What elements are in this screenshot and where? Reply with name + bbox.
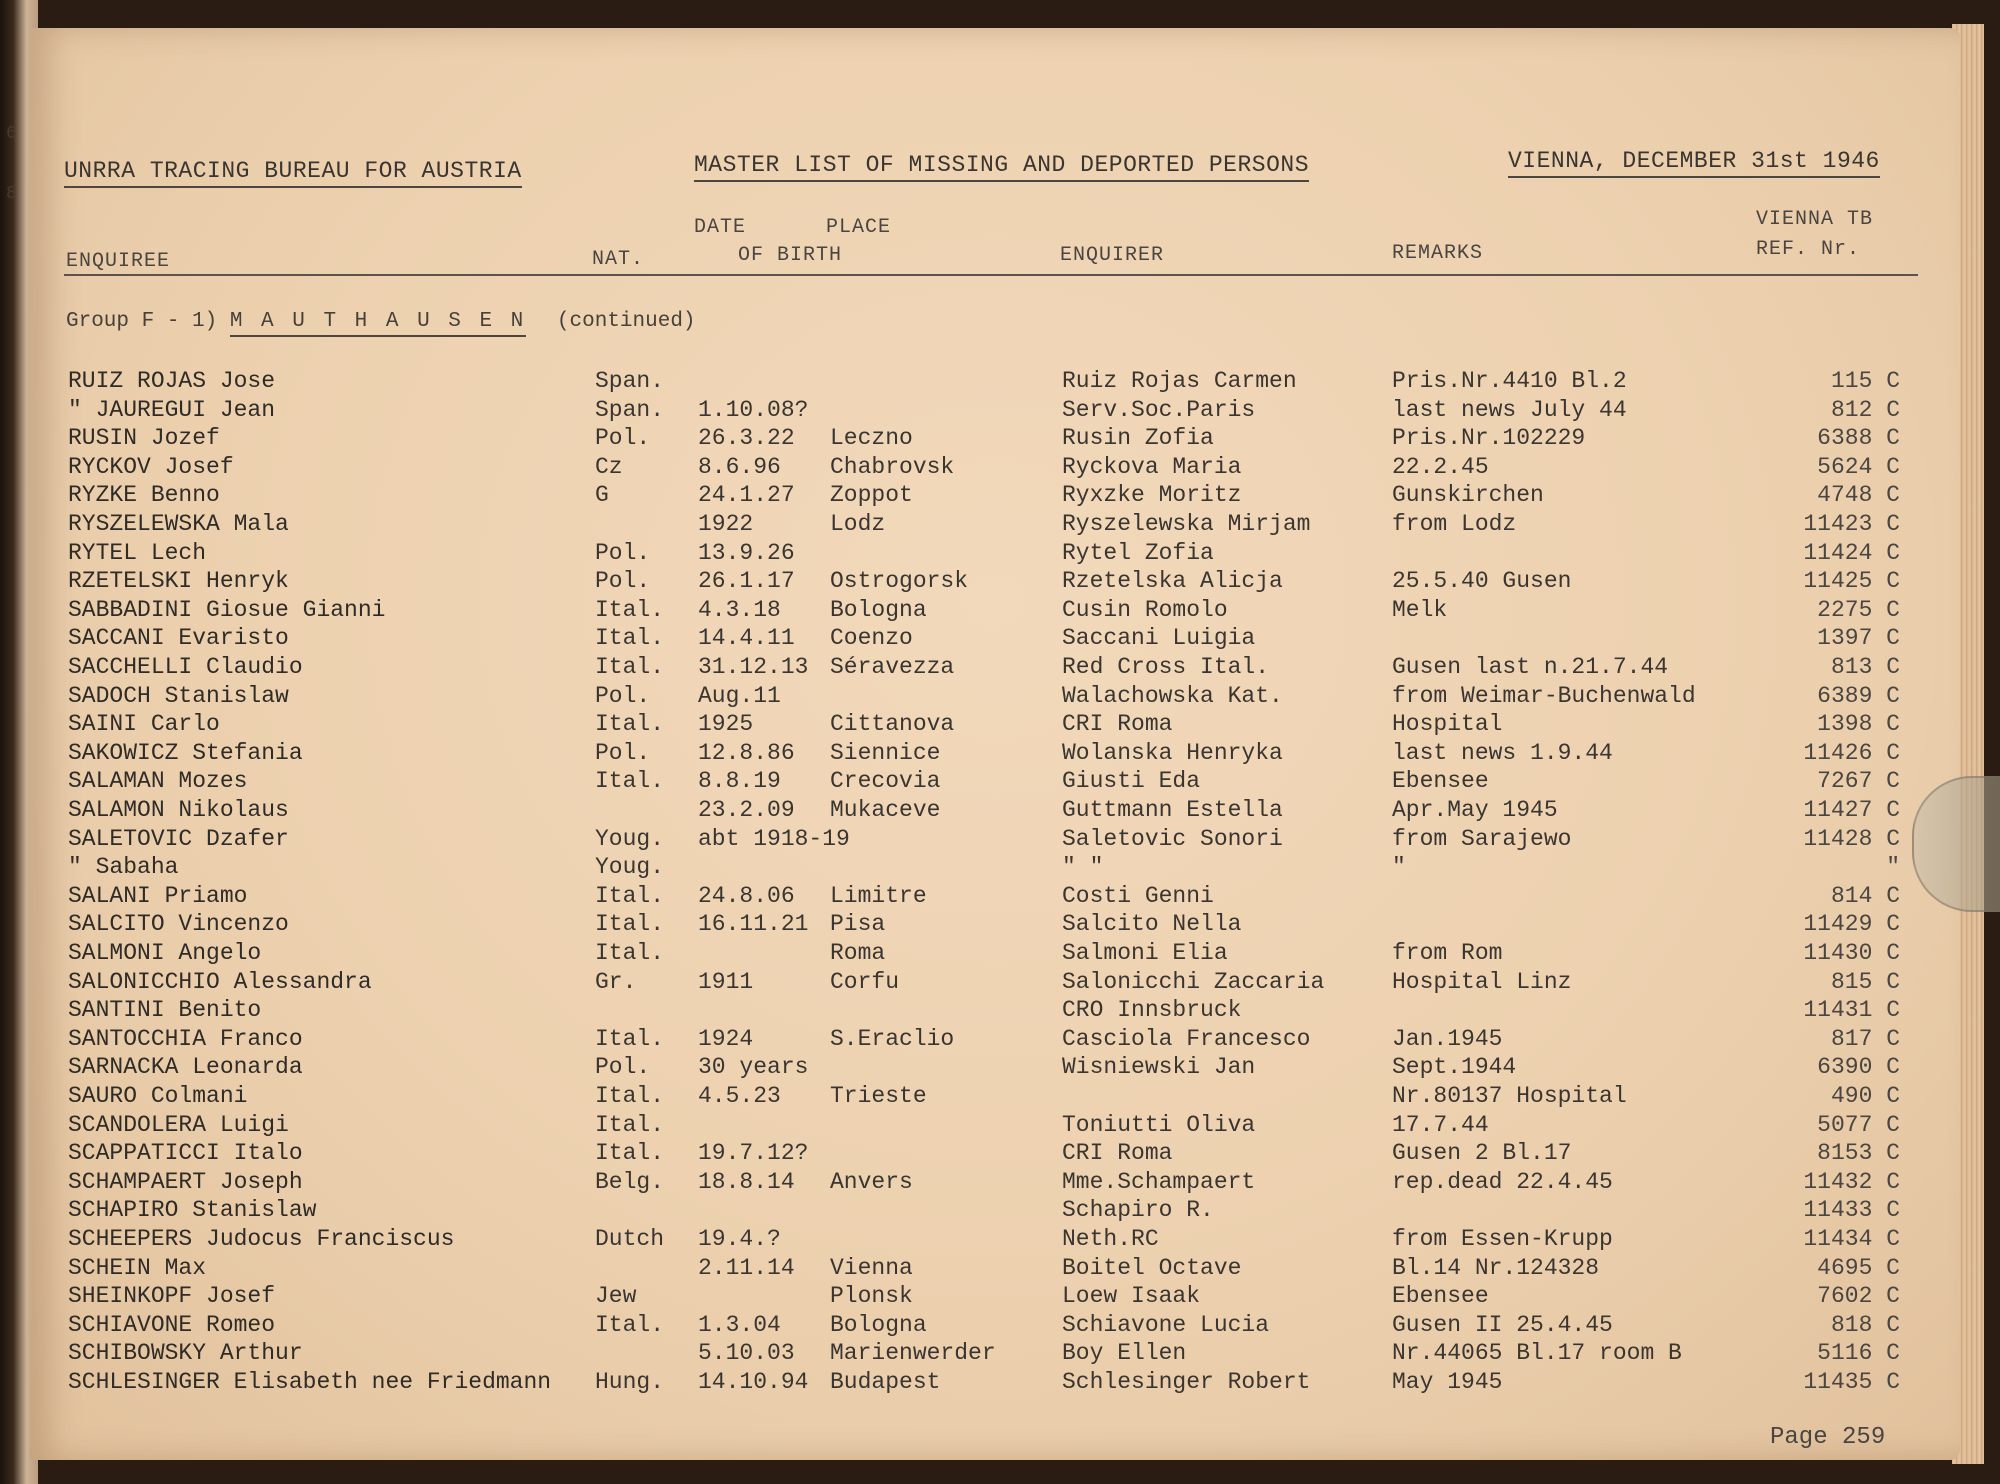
- table-row: [30, 425, 1960, 453]
- table-row: [30, 1312, 1960, 1340]
- ref-number: 11435 C: [1803, 1369, 1900, 1395]
- birth-place: Anvers: [830, 1168, 913, 1195]
- birth-date: 4.3.18: [698, 596, 781, 623]
- remarks: Pris.Nr.102229: [1392, 425, 1586, 452]
- enquirer-name: Neth.RC: [1062, 1226, 1159, 1252]
- birth-date: 8.6.96: [698, 453, 781, 480]
- table-row: [30, 1054, 1960, 1082]
- birth-place: Siennice: [830, 739, 941, 766]
- enquiree-name: SALAMON Nikolaus: [68, 797, 289, 823]
- table-row: [30, 482, 1960, 510]
- table-row: [30, 911, 1960, 939]
- remarks: from Rom: [1392, 940, 1503, 966]
- ref-number: 11430 C: [1803, 940, 1900, 966]
- group-camp: M A U T H A U S E N: [230, 310, 526, 337]
- birth-place: Pisa: [830, 911, 886, 938]
- birth-place: Bologna: [830, 596, 927, 623]
- birth-date: 24.1.27: [698, 482, 795, 509]
- remarks: Bl.14 Nr.124328: [1392, 1254, 1600, 1281]
- remarks: from Essen-Krupp: [1392, 1226, 1613, 1252]
- remarks: Hospital: [1392, 711, 1503, 738]
- ref-number: 8153 C: [1817, 1140, 1900, 1167]
- table-row: [30, 540, 1960, 568]
- ref-number: 4748 C: [1817, 482, 1900, 509]
- birth-place: Roma: [830, 940, 886, 966]
- enquiree-name: SARNACKA Leonarda: [68, 1054, 303, 1081]
- nationality: Hung.: [595, 1369, 665, 1395]
- table-row: [30, 683, 1960, 711]
- ref-number: 5624 C: [1817, 453, 1900, 480]
- remarks: Gusen 2 Bl.17: [1392, 1140, 1572, 1167]
- enquirer-name: Schlesinger Robert: [1062, 1369, 1311, 1395]
- birth-place: Limitre: [830, 882, 927, 909]
- col-ref-top: VIENNA TB: [1756, 208, 1874, 231]
- table-row: [30, 654, 1960, 682]
- enquirer-name: Boitel Octave: [1062, 1254, 1242, 1281]
- enquiree-name: SCHLESINGER Elisabeth nee Friedmann: [68, 1369, 552, 1395]
- remarks: Apr.May 1945: [1392, 797, 1558, 823]
- enquiree-name: SACCHELLI Claudio: [68, 654, 303, 680]
- birth-date: 5.10.03: [698, 1340, 795, 1367]
- enquiree-name: SCHEIN Max: [68, 1254, 207, 1281]
- table-row: [30, 883, 1960, 911]
- birth-date: Aug.11: [698, 682, 781, 709]
- ref-number: 11425 C: [1803, 568, 1900, 595]
- enquiree-name: RZETELSKI Henryk: [68, 568, 289, 595]
- enquiree-name: SCHAMPAERT Joseph: [68, 1168, 303, 1195]
- nationality: Pol.: [595, 568, 651, 595]
- nationality: Pol.: [595, 682, 651, 709]
- birth-place: Chabrovsk: [830, 453, 955, 480]
- enquirer-name: Schiavone Lucia: [1062, 1311, 1270, 1338]
- binding-mark: 6: [6, 124, 17, 144]
- enquiree-name: SANTINI Benito: [68, 997, 262, 1024]
- list-title: MASTER LIST OF MISSING AND DEPORTED PERSONS: [694, 152, 1309, 182]
- enquiree-name: SHEINKOPF Josef: [68, 1283, 276, 1310]
- group-label: Group F - 1): [66, 310, 218, 333]
- enquirer-name: Rzetelska Alicja: [1062, 568, 1283, 595]
- enquirer-name: Red Cross Ital.: [1062, 654, 1270, 680]
- table-row: [30, 1112, 1960, 1140]
- enquirer-name: Costi Genni: [1062, 882, 1214, 909]
- ref-number: 5077 C: [1817, 1111, 1900, 1138]
- enquirer-name: Salmoni Elia: [1062, 940, 1228, 966]
- ref-number: 11423 C: [1803, 511, 1900, 537]
- table-row: [30, 397, 1960, 425]
- birth-date: 24.8.06: [698, 882, 795, 909]
- nationality: Ital.: [595, 596, 665, 623]
- bureau-title: UNRRA TRACING BUREAU FOR AUSTRIA: [64, 158, 522, 188]
- ref-number: 11426 C: [1803, 739, 1900, 766]
- remarks: 22.2.45: [1392, 453, 1489, 480]
- birth-date: 13.9.26: [698, 539, 795, 566]
- birth-date: 1911: [698, 968, 754, 995]
- group-heading: [66, 310, 696, 333]
- enquiree-name: RYTEL Lech: [68, 539, 207, 566]
- table-row: [30, 368, 1960, 396]
- enquirer-name: Rytel Zofia: [1062, 539, 1214, 566]
- table-row: [30, 568, 1960, 596]
- birth-date: 1.3.04: [698, 1311, 781, 1338]
- birth-place: Mukaceve: [830, 797, 941, 823]
- birth-date: 26.3.22: [698, 425, 795, 452]
- enquiree-name: SCHAPIRO Stanislaw: [68, 1197, 317, 1224]
- enquirer-name: Wolanska Henryka: [1062, 739, 1283, 766]
- ref-number: 11427 C: [1803, 797, 1900, 823]
- enquiree-name: SABBADINI Giosue Gianni: [68, 596, 386, 623]
- enquiree-name: SALETOVIC Dzafer: [68, 825, 289, 852]
- enquirer-name: Ruiz Rojas Carmen: [1062, 368, 1297, 394]
- enquirer-name: CRO Innsbruck: [1062, 997, 1242, 1024]
- nationality: Ital.: [595, 1111, 665, 1138]
- enquiree-name: SCANDOLERA Luigi: [68, 1111, 289, 1138]
- page-number: Page 259: [1770, 1424, 1886, 1451]
- enquirer-name: Rusin Zofia: [1062, 425, 1214, 452]
- birth-place: Lodz: [830, 511, 886, 537]
- table-row: [30, 854, 1960, 882]
- enquiree-name: SCHIAVONE Romeo: [68, 1311, 276, 1338]
- enquirer-name: Toniutti Oliva: [1062, 1111, 1256, 1138]
- remarks: Gusen II 25.4.45: [1392, 1311, 1613, 1338]
- ref-number: 814 C: [1830, 882, 1900, 909]
- nationality: Ital.: [595, 940, 665, 966]
- table-row: [30, 740, 1960, 768]
- ref-number: 817 C: [1830, 1025, 1900, 1052]
- nationality: Ital.: [595, 911, 665, 938]
- table-row: [30, 1197, 1960, 1225]
- remarks: Jan.1945: [1392, 1025, 1503, 1052]
- ledger-page: [30, 28, 1960, 1460]
- ref-number: 4695 C: [1817, 1254, 1900, 1281]
- ref-number: 1397 C: [1817, 625, 1900, 652]
- enquirer-name: Salcito Nella: [1062, 911, 1242, 938]
- birth-date: 14.4.11: [698, 625, 795, 652]
- enquiree-name: SAKOWICZ Stefania: [68, 739, 303, 766]
- col-place-top: PLACE: [826, 216, 892, 239]
- nationality: Pol.: [595, 425, 651, 452]
- table-row: [30, 1340, 1960, 1368]
- remarks: Nr.80137 Hospital: [1392, 1083, 1627, 1109]
- ref-number: 6390 C: [1817, 1054, 1900, 1081]
- table-row: [30, 826, 1960, 854]
- birth-date: 2.11.14: [698, 1254, 795, 1281]
- enquiree-name: SALMONI Angelo: [68, 940, 262, 966]
- table-row: [30, 454, 1960, 482]
- enquirer-name: Saletovic Sonori: [1062, 825, 1283, 852]
- col-enquiree: ENQUIREE: [66, 250, 171, 273]
- table-row: [30, 1226, 1960, 1254]
- birth-place: Séravezza: [830, 654, 955, 680]
- nationality: Ital.: [595, 654, 665, 680]
- remarks: Gusen last n.21.7.44: [1392, 654, 1669, 680]
- remarks: Sept.1944: [1392, 1054, 1517, 1081]
- ref-number: 7602 C: [1817, 1283, 1900, 1310]
- birth-date: 19.7.12?: [698, 1140, 809, 1167]
- enquirer-name: " ": [1062, 854, 1104, 881]
- birth-date: 1922: [698, 511, 754, 537]
- remarks: Ebensee: [1392, 1283, 1489, 1310]
- birth-place: Crecovia: [830, 768, 941, 795]
- enquiree-name: SACCANI Evaristo: [68, 625, 289, 652]
- table-row: [30, 711, 1960, 739]
- enquirer-name: Saccani Luigia: [1062, 625, 1256, 652]
- list-date: VIENNA, DECEMBER 31st 1946: [1508, 148, 1880, 178]
- table-row: [30, 969, 1960, 997]
- enquirer-name: Walachowska Kat.: [1062, 682, 1283, 709]
- birth-place: S.Eraclio: [830, 1025, 955, 1052]
- birth-date: 23.2.09: [698, 797, 795, 823]
- table-row: [30, 511, 1960, 539]
- nationality: Ital.: [595, 1083, 665, 1109]
- enquiree-name: SALAMAN Mozes: [68, 768, 248, 795]
- enquiree-name: RYZKE Benno: [68, 482, 220, 509]
- nationality: Ital.: [595, 768, 665, 795]
- table-row: [30, 1169, 1960, 1197]
- birth-date: 12.8.86: [698, 739, 795, 766]
- group-note: (continued): [556, 310, 696, 333]
- enquirer-name: Salonicchi Zaccaria: [1062, 968, 1325, 995]
- ref-number: 11424 C: [1803, 539, 1900, 566]
- col-enquirer: ENQUIRER: [1060, 244, 1165, 267]
- nationality: Ital.: [595, 1311, 665, 1338]
- nationality: Cz: [595, 453, 623, 480]
- nationality: Youg.: [595, 854, 665, 881]
- birth-place: Corfu: [830, 968, 900, 995]
- birth-date: 1.10.08?: [698, 396, 809, 423]
- enquiree-name: RUSIN Jozef: [68, 425, 220, 452]
- ref-number: 11434 C: [1803, 1226, 1900, 1252]
- remarks: ": [1392, 854, 1406, 881]
- enquirer-name: CRI Roma: [1062, 1140, 1173, 1167]
- enquiree-name: " Sabaha: [68, 854, 179, 881]
- birth-date: 19.4.?: [698, 1226, 781, 1252]
- enquirer-name: Ryxzke Moritz: [1062, 482, 1242, 509]
- ref-number: 1398 C: [1817, 711, 1900, 738]
- nationality: Ital.: [595, 1025, 665, 1052]
- enquiree-name: SAURO Colmani: [68, 1083, 248, 1109]
- birth-place: Plonsk: [830, 1283, 913, 1310]
- enquirer-name: Mme.Schampaert: [1062, 1168, 1256, 1195]
- remarks: Hospital Linz: [1392, 968, 1572, 995]
- nationality: Pol.: [595, 739, 651, 766]
- birth-place: Cittanova: [830, 711, 955, 738]
- binding-mark: 8: [6, 184, 17, 204]
- birth-date: 1924: [698, 1025, 754, 1052]
- birth-date: 1925: [698, 711, 754, 738]
- col-nat: NAT.: [592, 248, 645, 271]
- table-row: [30, 1369, 1960, 1397]
- ref-number: 818 C: [1830, 1311, 1900, 1338]
- enquiree-name: SCAPPATICCI Italo: [68, 1140, 303, 1167]
- table-row: [30, 625, 1960, 653]
- enquirer-name: Schapiro R.: [1062, 1197, 1214, 1224]
- enquiree-name: SAINI Carlo: [68, 711, 220, 738]
- nationality: Youg.: [595, 825, 665, 852]
- ref-number: ": [1886, 854, 1900, 881]
- table-row: [30, 1255, 1960, 1283]
- birth-date: 14.10.94: [698, 1369, 809, 1395]
- nationality: Dutch: [595, 1226, 665, 1252]
- remarks: Gunskirchen: [1392, 482, 1544, 509]
- ref-number: 812 C: [1830, 396, 1900, 423]
- ref-number: 813 C: [1830, 654, 1900, 680]
- remarks: from Lodz: [1392, 511, 1517, 537]
- nationality: Span.: [595, 396, 665, 423]
- ref-number: 115 C: [1830, 368, 1900, 394]
- enquirer-name: Loew Isaak: [1062, 1283, 1201, 1310]
- ref-number: 11428 C: [1803, 825, 1900, 852]
- remarks: last news July 44: [1392, 396, 1627, 423]
- table-row: [30, 768, 1960, 796]
- birth-date: 16.11.21: [698, 911, 809, 938]
- enquirer-name: Wisniewski Jan: [1062, 1054, 1256, 1081]
- ref-number: 2275 C: [1817, 596, 1900, 623]
- remarks: 17.7.44: [1392, 1111, 1489, 1138]
- remarks: Ebensee: [1392, 768, 1489, 795]
- remarks: May 1945: [1392, 1369, 1503, 1395]
- enquiree-name: SCHEEPERS Judocus Franciscus: [68, 1226, 455, 1252]
- enquiree-name: SALANI Priamo: [68, 882, 248, 909]
- nationality: Ital.: [595, 1140, 665, 1167]
- table-row: [30, 940, 1960, 968]
- table-row: [30, 1283, 1960, 1311]
- ref-number: 6388 C: [1817, 425, 1900, 452]
- birth-date: 26.1.17: [698, 568, 795, 595]
- table-row: [30, 597, 1960, 625]
- ref-number: 11429 C: [1803, 911, 1900, 938]
- enquirer-name: Serv.Soc.Paris: [1062, 396, 1256, 423]
- table-row: [30, 997, 1960, 1025]
- birth-date: abt 1918-19: [698, 825, 850, 852]
- birth-place: Leczno: [830, 425, 913, 452]
- remarks: Pris.Nr.4410 Bl.2: [1392, 368, 1627, 394]
- birth-date: 4.5.23: [698, 1083, 781, 1109]
- birth-place: Zoppot: [830, 482, 913, 509]
- birth-place: Trieste: [830, 1083, 927, 1109]
- nationality: Gr.: [595, 968, 637, 995]
- enquirer-name: Ryckova Maria: [1062, 453, 1242, 480]
- table-row: [30, 1140, 1960, 1168]
- table-row: [30, 797, 1960, 825]
- birth-place: Bologna: [830, 1311, 927, 1338]
- enquirer-name: Ryszelewska Mirjam: [1062, 511, 1311, 537]
- nationality: Ital.: [595, 882, 665, 909]
- nationality: Ital.: [595, 625, 665, 652]
- enquiree-name: " JAUREGUI Jean: [68, 396, 276, 423]
- table-row: [30, 1026, 1960, 1054]
- col-ref-bottom: REF. Nr.: [1756, 238, 1861, 261]
- remarks: Melk: [1392, 596, 1448, 623]
- birth-date: 18.8.14: [698, 1168, 795, 1195]
- birth-date: 8.8.19: [698, 768, 781, 795]
- nationality: Belg.: [595, 1168, 665, 1195]
- enquiree-name: RUIZ ROJAS Jose: [68, 368, 276, 394]
- remarks: Nr.44065 Bl.17 room B: [1392, 1340, 1682, 1367]
- ref-number: 815 C: [1830, 968, 1900, 995]
- birth-place: Marienwerder: [830, 1340, 996, 1367]
- birth-date: 30 years: [698, 1054, 809, 1081]
- ref-number: 11431 C: [1803, 997, 1900, 1024]
- enquirer-name: Guttmann Estella: [1062, 797, 1283, 823]
- birth-place: Budapest: [830, 1369, 941, 1395]
- enquirer-name: Casciola Francesco: [1062, 1025, 1311, 1052]
- enquiree-name: SALONICCHIO Alessandra: [68, 968, 372, 995]
- col-date-top: DATE: [694, 216, 747, 239]
- birth-date: 31.12.13: [698, 654, 809, 680]
- enquiree-name: RYSZELEWSKA Mala: [68, 511, 289, 537]
- nationality: G: [595, 482, 609, 509]
- ref-number: 6389 C: [1817, 682, 1900, 709]
- remarks: last news 1.9.44: [1392, 739, 1613, 766]
- birth-place: Vienna: [830, 1254, 913, 1281]
- col-of-birth: OF BIRTH: [738, 244, 843, 267]
- nationality: Jew: [595, 1283, 637, 1310]
- nationality: Pol.: [595, 539, 651, 566]
- nationality: Pol.: [595, 1054, 651, 1081]
- enquiree-name: SANTOCCHIA Franco: [68, 1025, 303, 1052]
- enquiree-name: SCHIBOWSKY Arthur: [68, 1340, 303, 1367]
- ref-number: 7267 C: [1817, 768, 1900, 795]
- enquiree-name: RYCKOV Josef: [68, 453, 234, 480]
- remarks: 25.5.40 Gusen: [1392, 568, 1572, 595]
- remarks: from Weimar-Buchenwald: [1392, 682, 1696, 709]
- ref-number: 11433 C: [1803, 1197, 1900, 1224]
- nationality: Span.: [595, 368, 665, 394]
- header-rule: [64, 274, 1918, 276]
- table-row: [30, 1083, 1960, 1111]
- ref-number: 11432 C: [1803, 1168, 1900, 1195]
- col-remarks: REMARKS: [1392, 242, 1484, 265]
- enquiree-name: SADOCH Stanislaw: [68, 682, 289, 709]
- ref-number: 5116 C: [1817, 1340, 1900, 1367]
- nationality: Ital.: [595, 711, 665, 738]
- birth-place: Coenzo: [830, 625, 913, 652]
- remarks: from Sarajewo: [1392, 825, 1572, 852]
- ref-number: 490 C: [1830, 1083, 1900, 1109]
- enquiree-name: SALCITO Vincenzo: [68, 911, 289, 938]
- enquirer-name: Boy Ellen: [1062, 1340, 1187, 1367]
- enquirer-name: Giusti Eda: [1062, 768, 1201, 795]
- remarks: rep.dead 22.4.45: [1392, 1168, 1613, 1195]
- enquirer-name: CRI Roma: [1062, 711, 1173, 738]
- birth-place: Ostrogorsk: [830, 568, 969, 595]
- enquirer-name: Cusin Romolo: [1062, 596, 1228, 623]
